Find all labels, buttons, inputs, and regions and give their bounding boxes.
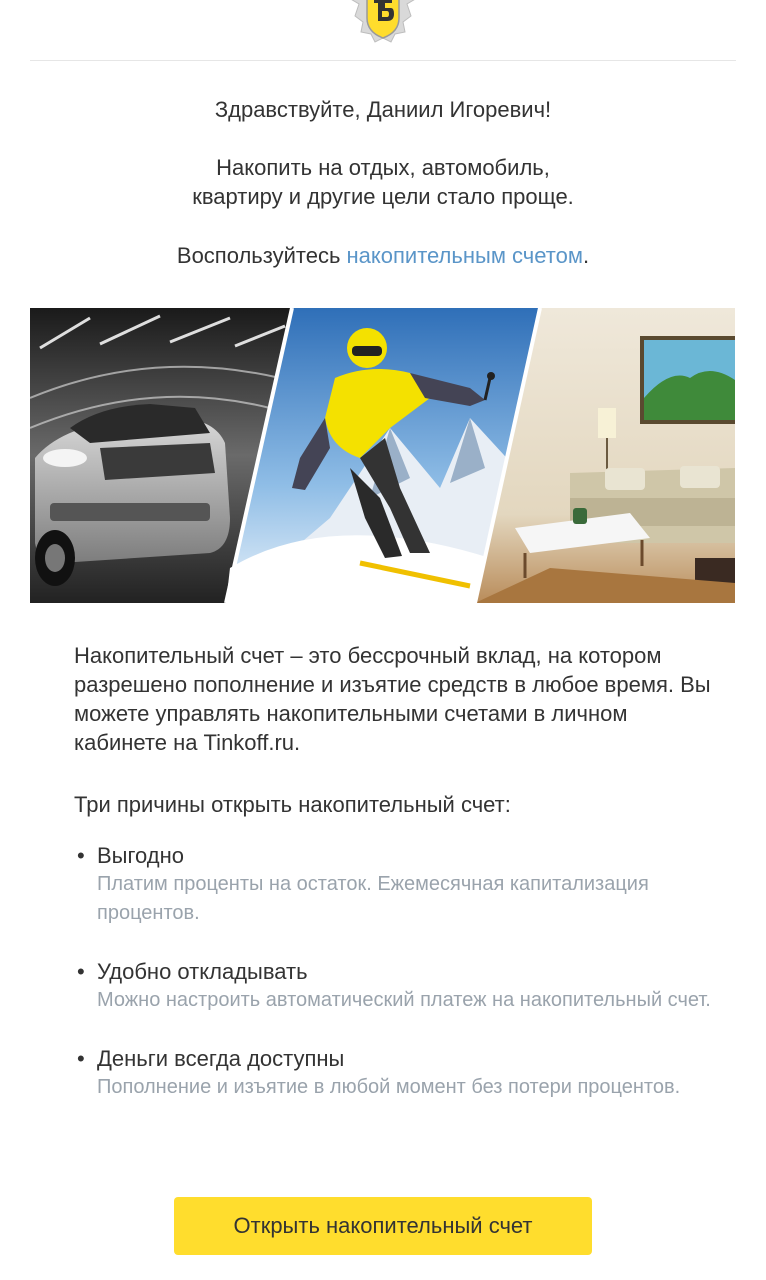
reason-text: Пополнение и изъятие в любой момент без потери процентов.: [97, 1076, 681, 1098]
list-item: [74, 1044, 714, 1102]
intro-cta-prefix: Воспользуйтесь: [176, 243, 347, 268]
promo-banner: [30, 308, 735, 603]
bullet-icon: •: [77, 959, 85, 984]
intro-text: [30, 95, 736, 270]
intro-line-2: квартиру и другие цели стало проще.: [192, 184, 574, 209]
list-item: [74, 957, 714, 1015]
open-savings-account-button[interactable]: Открыть накопительный счет: [174, 1197, 592, 1255]
reasons-heading: Три причины открыть накопительный счет:: [74, 792, 511, 817]
bullet-icon: •: [77, 843, 85, 868]
reason-title: Удобно откладывать: [97, 959, 308, 984]
reason-title: Выгодно: [97, 843, 185, 868]
reason-text: Платим проценты на остаток. Ежемесячная капитализация процентов.: [97, 873, 649, 924]
intro-cta: [30, 241, 736, 270]
reasons-list: [74, 841, 714, 1131]
intro-line-1: Накопить на отдых, автомобиль,: [216, 155, 550, 180]
savings-account-link[interactable]: накопительным счетом: [346, 243, 583, 268]
reason-text: Можно настроить автоматический платеж на накопительный счет.: [97, 989, 711, 1011]
account-description: Накопительный счет – это бессрочный вклад, на котором разрешено пополнение и изъятие средств в любое время. Вы можете управлять накопительными счетами в личном кабинете на Tinkoff.ru.: [74, 643, 711, 755]
header-divider: [30, 60, 736, 61]
intro-paragraph: [30, 153, 736, 211]
intro-cta-suffix: .: [582, 243, 590, 268]
tinkoff-crest-icon: [341, 0, 425, 46]
reason-title: Деньги всегда доступны: [97, 1046, 345, 1071]
greeting: Здравствуйте, Даниил Игоревич!: [214, 97, 552, 122]
bullet-icon: •: [77, 1046, 85, 1071]
list-item: [74, 841, 714, 928]
